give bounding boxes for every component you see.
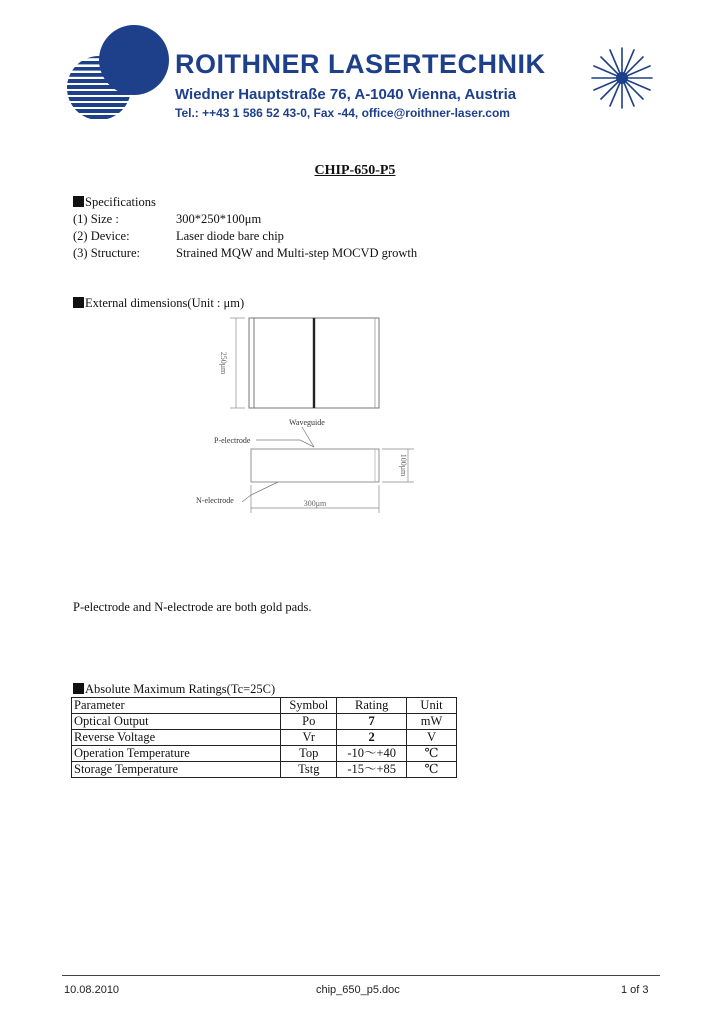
n-electrode-label: N-electrode — [196, 496, 234, 505]
symbol-cell: Vr — [281, 730, 337, 746]
chip-dimension-diagram — [190, 315, 430, 525]
table-row — [72, 762, 457, 778]
waveguide-label: Waveguide — [289, 418, 325, 427]
specifications-heading: Specifications — [73, 195, 156, 210]
company-address: Wiedner Hauptstraße 76, A-1040 Vienna, Austria — [175, 86, 517, 103]
unit-cell: mW — [407, 714, 457, 730]
unit-cell: ℃ — [407, 746, 457, 762]
column-header: Symbol — [281, 698, 337, 714]
spec-size-label: (1) Size : — [73, 212, 119, 226]
ratings-heading: Absolute Maximum Ratings(Tc=25C) — [73, 682, 275, 697]
p-electrode-label: P-electrode — [214, 436, 251, 445]
footer-filename: chip_650_p5.doc — [316, 984, 400, 996]
symbol-cell: Top — [281, 746, 337, 762]
unit-cell: ℃ — [407, 762, 457, 778]
footer-date: 10.08.2010 — [64, 984, 120, 996]
table-row — [72, 746, 457, 762]
ratings-table — [71, 697, 457, 778]
rating-cell: -15～+85 — [337, 762, 407, 778]
laser-burst-icon — [590, 46, 654, 110]
footer-page-number: 1 of 3 — [621, 984, 649, 996]
rating-cell: 2 — [337, 730, 407, 746]
table-row — [72, 714, 457, 730]
parameter-cell: Operation Temperature — [72, 746, 281, 762]
column-header: Unit — [407, 698, 457, 714]
footer-divider — [62, 975, 660, 976]
company-logo — [66, 24, 178, 124]
spec-device-label: (2) Device: — [73, 229, 130, 243]
parameter-cell: Storage Temperature — [72, 762, 281, 778]
column-header: Rating — [337, 698, 407, 714]
symbol-cell: Tstg — [281, 762, 337, 778]
company-contact: Tel.: ++43 1 586 52 43-0, Fax -44, office@roithner-laser.com — [175, 106, 510, 120]
thickness-dimension-label: 100μm — [399, 453, 408, 477]
dimensions-heading: External dimensions(Unit : μm) — [73, 296, 244, 311]
column-header: Parameter — [72, 698, 281, 714]
spec-size-value: 300*250*100μm — [176, 212, 262, 226]
spec-device-value: Laser diode bare chip — [176, 229, 284, 243]
rating-cell: -10～+40 — [337, 746, 407, 762]
parameter-cell: Reverse Voltage — [72, 730, 281, 746]
parameter-cell: Optical Output — [72, 714, 281, 730]
symbol-cell: Po — [281, 714, 337, 730]
bullet-square-icon — [73, 683, 84, 694]
width-dimension-label: 300μm — [303, 499, 327, 508]
spec-structure-label: (3) Structure: — [73, 246, 140, 260]
company-name: ROITHNER LASERTECHNIK — [175, 49, 546, 79]
table-header-row — [72, 698, 457, 714]
top-view — [219, 318, 379, 408]
bullet-square-icon — [73, 196, 84, 207]
document-title: CHIP-650-P5 — [314, 163, 396, 178]
unit-cell: V — [407, 730, 457, 746]
electrode-note: P-electrode and N-electrode are both gold pads. — [73, 600, 312, 614]
side-view — [196, 418, 414, 513]
bullet-square-icon — [73, 297, 84, 308]
rating-cell: 7 — [337, 714, 407, 730]
height-dimension-label: 250μm — [219, 351, 228, 375]
spec-structure-value: Strained MQW and Multi-step MOCVD growth — [176, 246, 418, 260]
table-row — [72, 730, 457, 746]
